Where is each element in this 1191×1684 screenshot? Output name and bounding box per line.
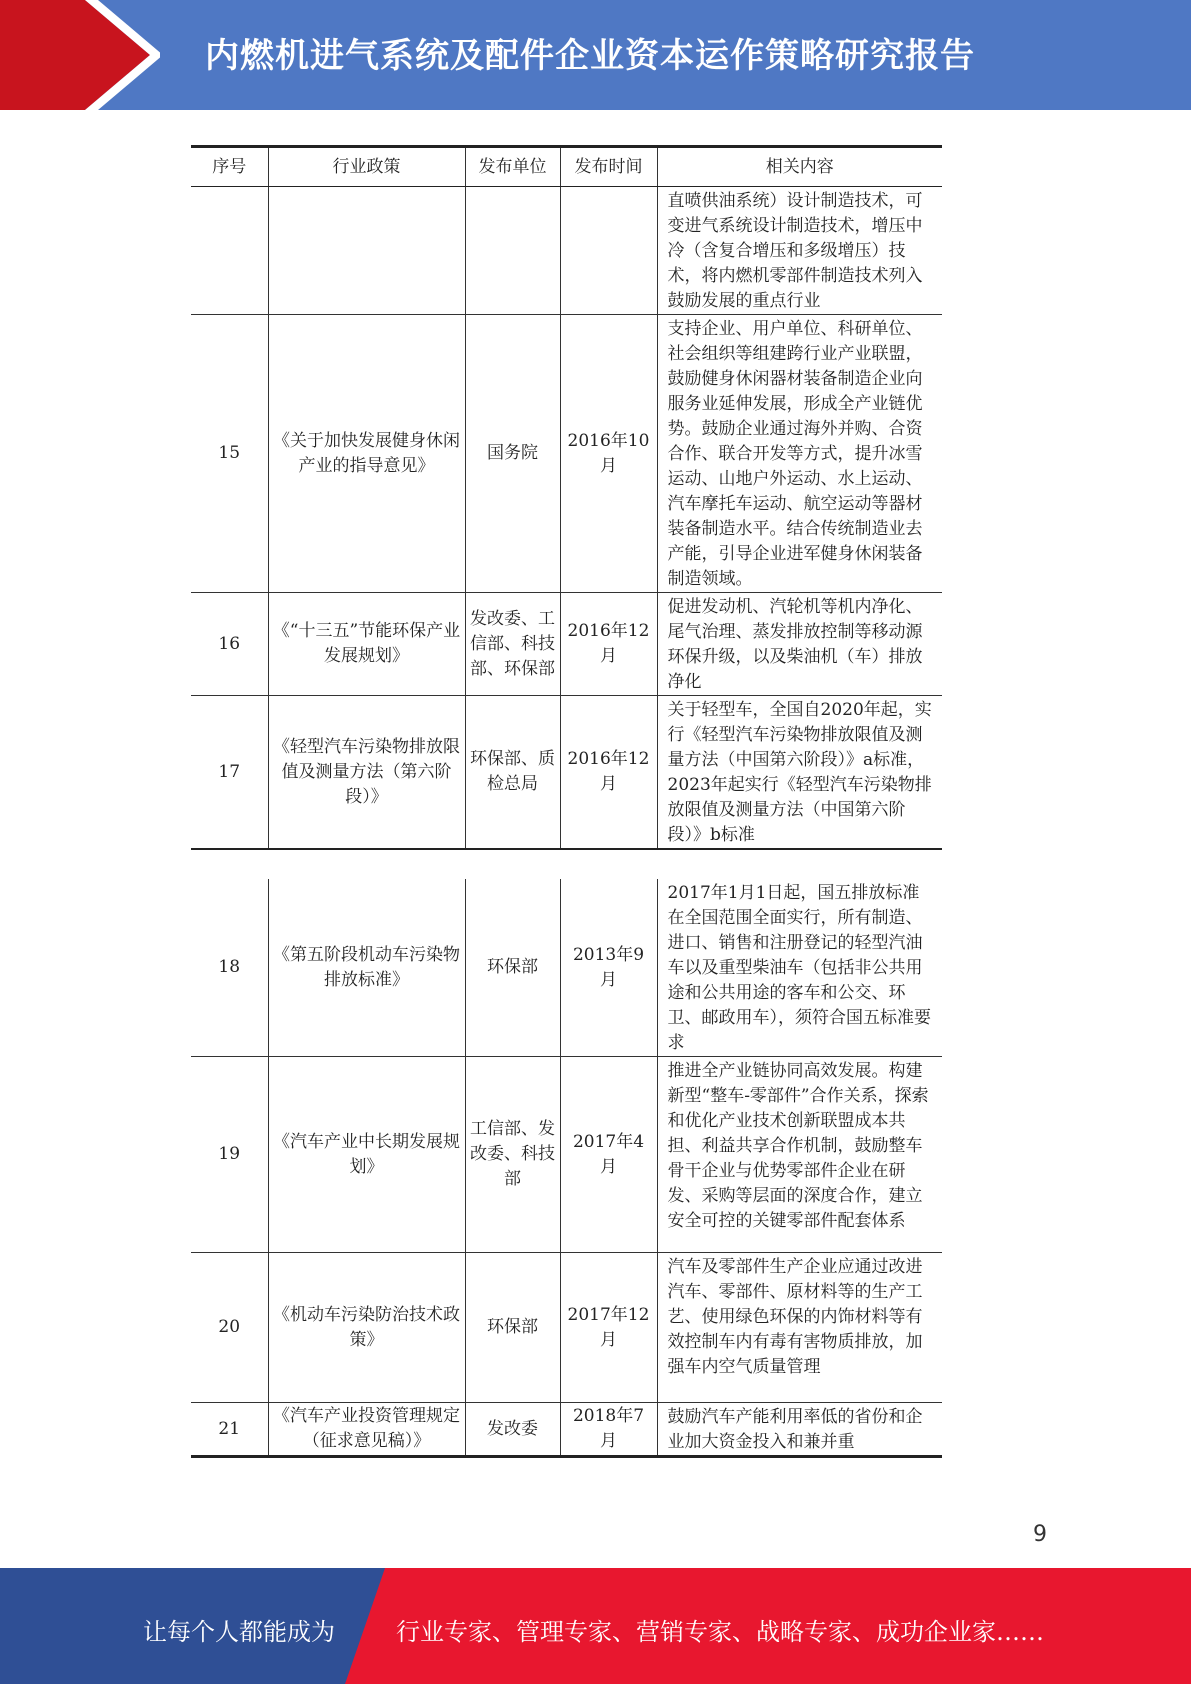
table-row [191, 1253, 942, 1403]
cell-content: 鼓励汽车产能利用率低的省份和企业加大资金投入和兼并重 [657, 1403, 942, 1457]
cell-policy: 《机动车污染防治技术政策》 [268, 1253, 465, 1403]
cell-content: 2017年1月1日起，国五排放标准在全国范围全面实行，所有制造、进口、销售和注册登记的轻型汽油车以及重型柴油车（包括非公共用途和公共用途的客车和公交、环卫、邮政用车），须符合国五标准要求 [657, 879, 942, 1057]
column-header-issuer: 发布单位 [465, 147, 560, 187]
cell-issuer: 发改委、工信部、科技部、环保部 [465, 593, 560, 696]
cell-content: 直喷供油系统）设计制造技术，可变进气系统设计制造技术，增压中冷（含复合增压和多级增压）技术，将内燃机零部件制造技术列入鼓励发展的重点行业 [657, 187, 942, 315]
cell-policy: 《“十三五”节能环保产业发展规划》 [268, 593, 465, 696]
cell-issuer [465, 187, 560, 315]
cell-no: 16 [191, 593, 268, 696]
cell-policy: 《第五阶段机动车污染物排放标准》 [268, 879, 465, 1057]
table-row [191, 696, 942, 850]
cell-no: 21 [191, 1403, 268, 1457]
header-arrow-decoration [0, 0, 160, 110]
table-row [191, 593, 942, 696]
table-header-row [191, 147, 942, 187]
cell-date: 2017年4月 [560, 1057, 657, 1253]
cell-policy: 《关于加快发展健身休闲产业的指导意见》 [268, 315, 465, 593]
cell-content: 汽车及零部件生产企业应通过改进汽车、零部件、原材料等的生产工艺、使用绿色环保的内饰材料等有效控制车内有毒有害物质排放，加强车内空气质量管理 [657, 1253, 942, 1403]
footer-banner [0, 1568, 1191, 1684]
cell-policy: 《汽车产业中长期发展规划》 [268, 1057, 465, 1253]
cell-policy [268, 187, 465, 315]
column-header-policy: 行业政策 [268, 147, 465, 187]
cell-issuer: 环保部、质检总局 [465, 696, 560, 850]
cell-date: 2016年12月 [560, 593, 657, 696]
footer-slogan-left: 让每个人都能成为 [143, 1618, 335, 1646]
cell-content: 关于轻型车，全国自2020年起，实行《轻型汽车污染物排放限值及测量方法（中国第六阶段）》a标准，2023年起实行《轻型汽车污染物排放限值及测量方法（中国第六阶段）》b标准 [657, 696, 942, 850]
cell-date: 2018年7月 [560, 1403, 657, 1457]
cell-date: 2016年10月 [560, 315, 657, 593]
report-title: 内燃机进气系统及配件企业资本运作策略研究报告 [205, 36, 975, 76]
cell-date: 2016年12月 [560, 696, 657, 850]
cell-date: 2013年9月 [560, 879, 657, 1057]
cell-issuer: 发改委 [465, 1403, 560, 1457]
cell-no: 20 [191, 1253, 268, 1403]
page-number: 9 [1033, 1522, 1047, 1547]
table-row [191, 1403, 942, 1457]
cell-issuer: 环保部 [465, 879, 560, 1057]
cell-policy: 《轻型汽车污染物排放限值及测量方法（第六阶段）》 [268, 696, 465, 850]
column-header-content: 相关内容 [657, 147, 942, 187]
cell-policy: 《汽车产业投资管理规定（征求意见稿）》 [268, 1403, 465, 1457]
policy-table-part-1 [191, 145, 942, 850]
column-header-date: 发布时间 [560, 147, 657, 187]
cell-content: 支持企业、用户单位、科研单位、社会组织等组建跨行业产业联盟，鼓励健身休闲器材装备制造企业向服务业延伸发展，形成全产业链优势。鼓励企业通过海外并购、合资合作、联合开发等方式，提升冰雪运动、山地户外运动、水上运动、汽车摩托车运动、航空运动等器材装备制造水平。结合传统制造业去产能，引导企业进军健身休闲装备制造领域。 [657, 315, 942, 593]
cell-date: 2017年12月 [560, 1253, 657, 1403]
cell-no: 19 [191, 1057, 268, 1253]
column-header-no: 序号 [191, 147, 268, 187]
footer-slogan-right: 行业专家、管理专家、营销专家、战略专家、成功企业家…… [396, 1618, 1044, 1646]
cell-no [191, 187, 268, 315]
cell-content: 促进发动机、汽轮机等机内净化、尾气治理、蒸发排放控制等移动源环保升级，以及柴油机（车）排放净化 [657, 593, 942, 696]
table-row [191, 879, 942, 1057]
cell-no: 15 [191, 315, 268, 593]
table-row [191, 315, 942, 593]
cell-no: 17 [191, 696, 268, 850]
policy-table-part-2 [191, 879, 942, 1458]
table-row-continued [191, 187, 942, 315]
cell-date [560, 187, 657, 315]
cell-issuer: 工信部、发改委、科技部 [465, 1057, 560, 1253]
table-row [191, 1057, 942, 1253]
cell-content: 推进全产业链协同高效发展。构建新型“整车-零部件”合作关系，探索和优化产业技术创新联盟成本共担、利益共享合作机制，鼓励整车骨干企业与优势零部件企业在研发、采购等层面的深度合作，建立安全可控的关键零部件配套体系 [657, 1057, 942, 1253]
cell-issuer: 环保部 [465, 1253, 560, 1403]
cell-no: 18 [191, 879, 268, 1057]
cell-issuer: 国务院 [465, 315, 560, 593]
